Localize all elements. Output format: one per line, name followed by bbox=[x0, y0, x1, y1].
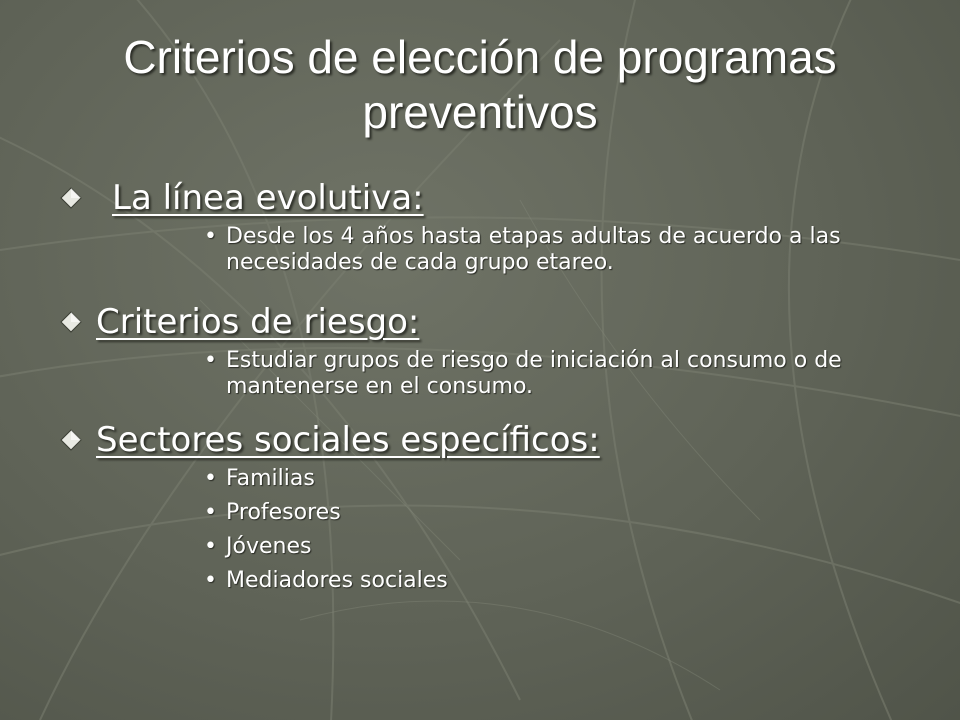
section-linea-evolutiva bbox=[60, 178, 940, 284]
list-item bbox=[204, 500, 940, 526]
list-item-text: Desde los 4 años hasta etapas adultas de acuerdo a las necesidades de cada grupo etareo. bbox=[226, 224, 841, 275]
section-sectores-sociales bbox=[60, 420, 940, 602]
sub-list bbox=[60, 466, 940, 594]
list-item-text: Profesores bbox=[226, 500, 341, 525]
section-heading-row bbox=[60, 420, 940, 460]
bullet-dot: • bbox=[204, 348, 217, 373]
bullet-dot: • bbox=[204, 500, 217, 525]
list-item bbox=[204, 348, 940, 400]
section-heading: Sectores sociales específicos: bbox=[96, 420, 600, 460]
slide-title: Criterios de elección de programas preventivos bbox=[123, 31, 837, 138]
sub-list bbox=[60, 348, 940, 400]
diamond-icon bbox=[60, 187, 82, 209]
list-item-text: Familias bbox=[226, 466, 315, 491]
section-heading-row bbox=[60, 178, 940, 218]
bullet-dot: • bbox=[204, 224, 217, 249]
list-item bbox=[204, 466, 940, 492]
bullet-dot: • bbox=[204, 568, 217, 593]
list-item-text: Estudiar grupos de riesgo de iniciación al consumo o de mantenerse en el consumo. bbox=[226, 348, 842, 399]
section-heading: La línea evolutiva: bbox=[112, 178, 424, 218]
diamond-icon bbox=[60, 311, 82, 333]
diamond-icon bbox=[60, 429, 82, 451]
bullet-dot: • bbox=[204, 466, 217, 491]
section-criterios-riesgo bbox=[60, 302, 940, 408]
section-heading-row bbox=[60, 302, 940, 342]
list-item bbox=[204, 534, 940, 560]
list-item bbox=[204, 568, 940, 594]
sub-list bbox=[60, 224, 940, 276]
list-item-text: Jóvenes bbox=[226, 534, 312, 559]
section-heading: Criterios de riesgo: bbox=[96, 302, 420, 342]
bullet-dot: • bbox=[204, 534, 217, 559]
list-item-text: Mediadores sociales bbox=[226, 568, 448, 593]
list-item bbox=[204, 224, 940, 276]
